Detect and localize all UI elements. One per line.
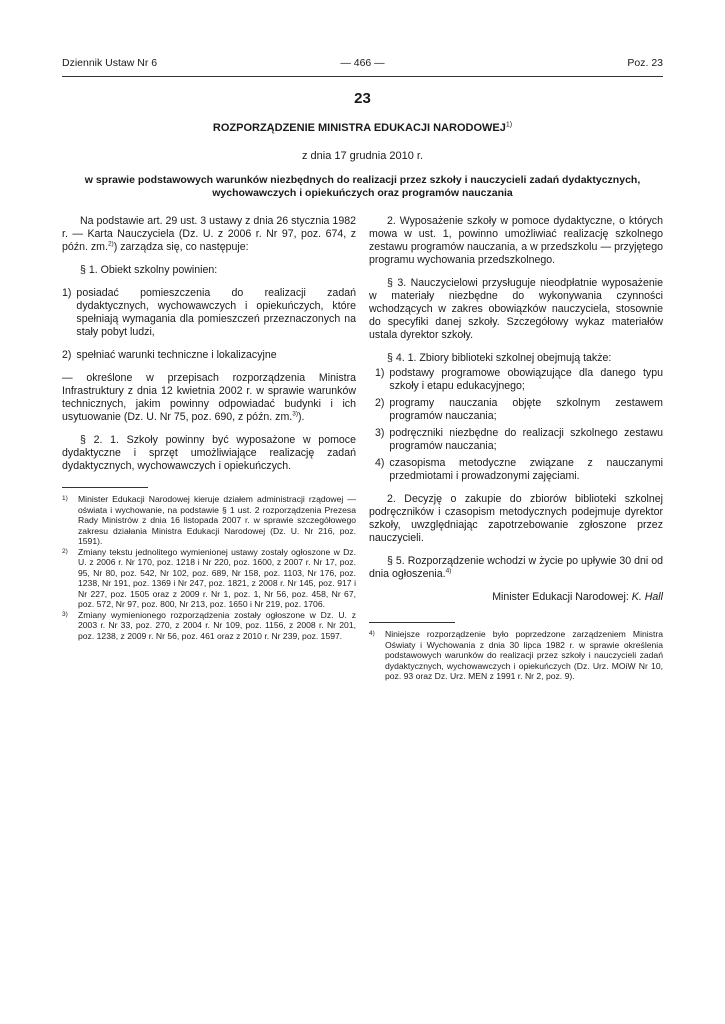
title-footnote-ref: 1) — [505, 121, 513, 129]
signature-name: K. Hall — [631, 591, 663, 603]
paragraph-1: § 1. Obiekt szkolny powinien: — [80, 264, 218, 276]
list-item: 3) podręczniki niezbędne do realizacji szkolnego zestawu programów nauczania; — [375, 427, 663, 452]
paragraph-4-2: 2. Decyzję o zakupie do zbiorów biblioteki szkolnej podręczników i czasopism metodycznych podejmuje dyrektor szkoły, uwzględniając zapotrzebowanie zgłoszone przez nauczycieli. — [369, 493, 663, 544]
regulation-subject: w sprawie podstawowych warunków niezbędnych do realizacji przez szkoły i nauczycieli zadań dydaktycznych, wychowawczych i opiekuńczych oraz programów nauczania — [84, 174, 641, 199]
journal-name: Dziennik Ustaw Nr 6 — [62, 57, 158, 69]
paragraph-3: § 3. Nauczycielowi przysługuje nieodpłatnie wyposażenie w materiały niezbędne do wykonywania czynności wchodzących w zakres obowiązków nauczyciela, stosownie do specyfiki danej szkoły. Szczegółowy wykaz materiałów ustala dyrektor szkoły. — [369, 277, 663, 341]
paragraph-2-2: 2. Wyposażenie szkoły w pomoce dydaktyczne, o których mowa w ust. 1, powinno umożliwiać realizację szkolnego zestawu programów nauczania, a w przedszkolu — przyjętego programu wychowania przedszkolnego. — [369, 215, 663, 266]
regulation-date: z dnia 17 grudnia 2010 r. — [301, 150, 424, 162]
paragraph-4: § 4. 1. Zbiory biblioteki szkolnej obejmują także: — [387, 352, 612, 364]
position-ref: Poz. 23 — [627, 57, 663, 69]
paragraph-5: § 5. Rozporządzenie wchodzi w życie po upływie 30 dni od dnia ogłoszenia.$^{4)}$ — [369, 555, 663, 580]
footnote: 2) Zmiany tekstu jednolitego wymienionej ustawy zostały ogłoszone w Dz. U. z 2006 r. Nr 170, poz. 1218 i Nr 220, poz. 1600, z 2007 r. Nr 17, poz. 95, Nr 80, poz. 542, Nr 102, poz. 689, Nr 158, poz. 1103, Nr 176, poz. 1238, Nr 191, poz. 1369 i Nr 247, poz. 1821, z 2008 r. Nr 145, poz. 917 i Nr 227, poz. 1505 oraz z 2009 r. Nr 1, poz. 1, Nr 56, poz. 458, Nr 67, poz. 572, Nr 97, poz. 800, Nr 213, poz. 1650 i Nr 219, poz. 1706. — [62, 546, 356, 609]
library-list — [369, 367, 663, 483]
list-item: 1) posiadać pomieszczenia do realizacji zadań dydaktycznych, wychowawczych i opiekuńczych, które spełniają wymagania dla pomieszczeń przeznaczonych na stały pobyt ludzi, — [62, 287, 356, 338]
signature: Minister Edukacji Narodowej: K. Hall — [492, 591, 663, 603]
footnote: 1) Minister Edukacji Narodowej kieruje działem administracji rządowej — oświata i wychowanie, na podstawie § 1 ust. 2 rozporządzenia Prezesa Rady Ministrów z dnia 16 listopada 2007 r. w sprawie szczegółowego zakresu działania Ministra Edukacji Narodowej (Dz. U. Nr 216, poz. 1591). — [62, 494, 356, 546]
list-item: 1) podstawy programowe obowiązujące dla danego typu szkoły i etapu edukacyjnego; — [375, 367, 663, 392]
specification-paragraph: — określone w przepisach rozporządzenia Ministra Infrastruktury z dnia 12 kwietnia 2002 r. w sprawie warunków technicznych, jakim powinny odpowiadać budynki i ich usytuowanie (Dz. U. Nr 75, poz. 690, z późn. zm.$^{3)}$). — [62, 372, 356, 423]
regulation-title: ROZPORZĄDZENIE MINISTRA EDUKACJI NARODOWEJ$^{1)}$ — [212, 121, 513, 134]
footnote-rule — [369, 622, 455, 623]
footnotes-left — [62, 494, 356, 641]
paragraph-2: § 2. 1. Szkoły powinny być wyposażone w pomoce dydaktyczne i sprzęt umożliwiające realizację zadań dydaktycznych, wychowawczych i opiekuńczych. — [62, 434, 356, 472]
list-item: 4) czasopisma metodyczne związane z nauczanymi przedmiotami i prowadzonymi zajęciami. — [375, 457, 663, 482]
header-rule — [62, 76, 663, 77]
footnote: 3) Zmiany wymienionego rozporządzenia zostały ogłoszone w Dz. U. z 2003 r. Nr 33, poz. 270, z 2004 r. Nr 109, poz. 1156, z 2008 r. Nr 201, poz. 1238, z 2009 r. Nr 56, poz. 461 oraz z 2010 r. Nr 239, poz. 1597. — [62, 609, 356, 641]
position-number: 23 — [354, 90, 371, 107]
left-column — [62, 215, 356, 641]
list-item: 2) programy nauczania objęte szkolnym zestawem programów nauczania; — [375, 397, 663, 422]
page-number: — 466 — — [340, 57, 385, 69]
footnote: 4) Niniejsze rozporządzenie było poprzedzone zarządzeniem Ministra Oświaty i Wychowania z dnia 30 lipca 1982 r. w sprawie określenia podstawowych warunków do realizacji przez szkoły i nauczycieli zadań dydaktycznych, wychowawczych i opiekuńczych (Dz. Urz. MOiW Nr 10, poz. 93 oraz Dz. Urz. MEN z 1991 r. Nr 2, poz. 9). — [369, 629, 663, 681]
right-column — [369, 215, 663, 682]
footnotes-right — [369, 629, 663, 682]
footnote-rule — [62, 487, 148, 488]
legal-basis: Na podstawie art. 29 ust. 3 ustawy z dnia 26 stycznia 1982 r. — Karta Nauczyciela (Dz. U. z 2006 r. Nr 97, poz. 674, z późn. zm.$^{2)}$) zarządza się, co następuje: — [62, 215, 356, 253]
list-item: 2) spełniać warunki techniczne i lokalizacyjne — [62, 349, 277, 361]
